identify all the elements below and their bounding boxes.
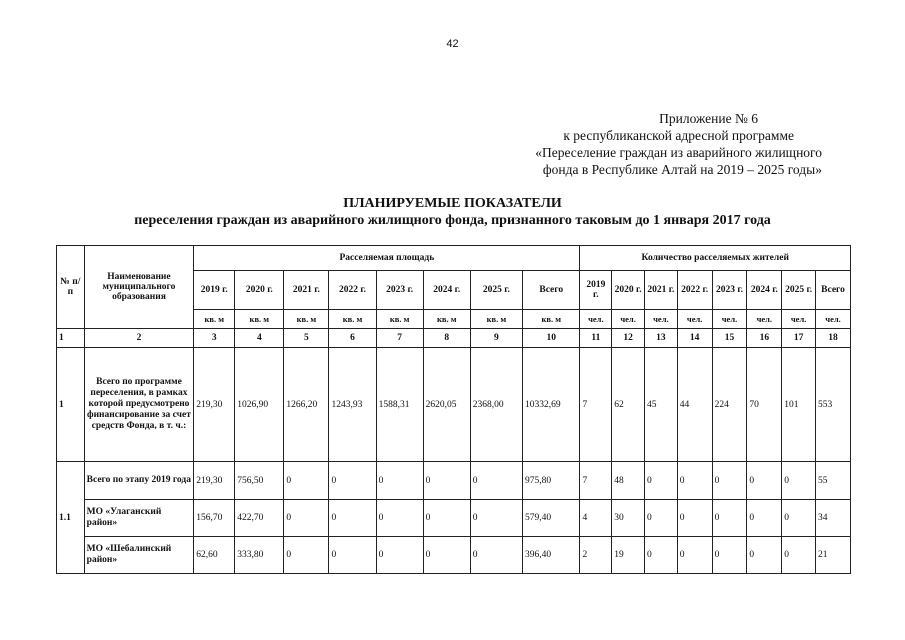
header-num: № п/п	[57, 246, 85, 329]
people-value: 224	[712, 348, 747, 462]
header-area-year: 2022 г.	[329, 271, 376, 310]
column-number: 5	[284, 329, 329, 348]
area-value: 333,80	[235, 537, 284, 574]
column-number: 14	[677, 329, 712, 348]
area-value: 1266,20	[284, 348, 329, 462]
appendix-line-3: «Переселение граждан из аварийного жилищного	[535, 145, 822, 160]
header-area-year: 2025 г.	[470, 271, 522, 310]
header-people-unit: чел.	[747, 310, 782, 329]
row-index: 1	[57, 348, 85, 462]
people-value: 0	[712, 462, 747, 500]
area-value: 62,60	[194, 537, 235, 574]
area-value: 0	[423, 462, 470, 500]
header-area-year: Всего	[523, 271, 580, 310]
header-people-unit: чел.	[816, 310, 851, 329]
people-value: 30	[612, 500, 645, 537]
people-value: 553	[816, 348, 851, 462]
column-number: 17	[782, 329, 816, 348]
area-value: 975,80	[523, 462, 580, 500]
area-value: 1243,93	[329, 348, 376, 462]
area-value: 0	[376, 537, 423, 574]
table-row	[57, 500, 851, 537]
people-value: 0	[782, 537, 816, 574]
people-value: 0	[712, 500, 747, 537]
people-value: 2	[580, 537, 612, 574]
people-value: 0	[677, 462, 712, 500]
area-value: 0	[284, 462, 329, 500]
area-value: 0	[423, 500, 470, 537]
column-number: 11	[580, 329, 612, 348]
appendix-line-2: к республиканской адресной программе	[563, 128, 794, 143]
header-people-unit: чел.	[712, 310, 747, 329]
people-value: 0	[644, 537, 677, 574]
column-number: 13	[644, 329, 677, 348]
column-number: 6	[329, 329, 376, 348]
column-number: 10	[523, 329, 580, 348]
people-value: 19	[612, 537, 645, 574]
area-value: 1026,90	[235, 348, 284, 462]
header-area-unit: кв. м	[423, 310, 470, 329]
column-number: 8	[423, 329, 470, 348]
header-area-group: Расселяемая площадь	[194, 246, 580, 271]
row-name: МО «Улаганский район»	[84, 500, 194, 537]
people-value: 62	[612, 348, 645, 462]
area-value: 0	[284, 500, 329, 537]
people-value: 4	[580, 500, 612, 537]
header-area-unit: кв. м	[194, 310, 235, 329]
row-name: Всего по программе переселения, в рамках которой предусмотрено финансирование за счет средств Фонда, в т. ч.:	[84, 348, 194, 462]
header-people-unit: чел.	[677, 310, 712, 329]
document-title	[0, 195, 905, 229]
area-value: 579,40	[523, 500, 580, 537]
area-value: 0	[376, 500, 423, 537]
area-value: 396,40	[523, 537, 580, 574]
area-value: 756,50	[235, 462, 284, 500]
area-value: 219,30	[194, 348, 235, 462]
header-name: Наименование муниципального образования	[84, 246, 194, 329]
area-value: 422,70	[235, 500, 284, 537]
area-value: 1588,31	[376, 348, 423, 462]
people-value: 34	[816, 500, 851, 537]
title-line-1: ПЛАНИРУЕМЫЕ ПОКАЗАТЕЛИ	[343, 196, 562, 211]
column-number: 18	[816, 329, 851, 348]
appendix-block	[462, 110, 822, 178]
header-people-unit: чел.	[580, 310, 612, 329]
area-value: 0	[284, 537, 329, 574]
people-value: 0	[747, 462, 782, 500]
header-area-year: 2021 г.	[284, 271, 329, 310]
column-number: 4	[235, 329, 284, 348]
page-number: 42	[446, 38, 459, 50]
appendix-line-1: Приложение № 6	[659, 111, 758, 126]
area-value: 0	[329, 537, 376, 574]
header-area-year: 2024 г.	[423, 271, 470, 310]
people-value: 45	[644, 348, 677, 462]
column-number: 1	[57, 329, 85, 348]
area-value: 0	[423, 537, 470, 574]
header-people-unit: чел.	[644, 310, 677, 329]
people-value: 0	[644, 500, 677, 537]
people-value: 44	[677, 348, 712, 462]
header-people-group: Количество расселяемых жителей	[580, 246, 851, 271]
column-number: 16	[747, 329, 782, 348]
column-number: 2	[84, 329, 194, 348]
people-value: 70	[747, 348, 782, 462]
header-people-unit: чел.	[782, 310, 816, 329]
row-name: Всего по этапу 2019 года	[84, 462, 194, 500]
people-value: 7	[580, 462, 612, 500]
people-value: 0	[644, 462, 677, 500]
people-value: 7	[580, 348, 612, 462]
header-area-unit: кв. м	[470, 310, 522, 329]
header-people-year: 2022 г.	[677, 271, 712, 310]
table-row	[57, 462, 851, 500]
area-value: 219,30	[194, 462, 235, 500]
area-value: 0	[470, 537, 522, 574]
column-number: 12	[612, 329, 645, 348]
people-value: 21	[816, 537, 851, 574]
column-number: 15	[712, 329, 747, 348]
header-area-unit: кв. м	[284, 310, 329, 329]
area-value: 2620,05	[423, 348, 470, 462]
header-area-unit: кв. м	[235, 310, 284, 329]
people-value: 0	[677, 537, 712, 574]
column-number: 7	[376, 329, 423, 348]
title-line-2: переселения граждан из аварийного жилищного фонда, признанного таковым до 1 января 2017 года	[134, 213, 771, 228]
appendix-line-4: фонда в Республике Алтай на 2019 – 2025 годы»	[542, 162, 822, 177]
indicators-table	[56, 245, 851, 574]
people-value: 48	[612, 462, 645, 500]
people-value: 0	[677, 500, 712, 537]
area-value: 0	[376, 462, 423, 500]
header-people-year: 2023 г.	[712, 271, 747, 310]
people-value: 55	[816, 462, 851, 500]
area-value: 2368,00	[470, 348, 522, 462]
area-value: 0	[329, 500, 376, 537]
table-row	[57, 348, 851, 462]
header-area-unit: кв. м	[329, 310, 376, 329]
people-value: 0	[747, 500, 782, 537]
area-value: 10332,69	[523, 348, 580, 462]
header-people-year: 2019 г.	[580, 271, 612, 310]
header-area-unit: кв. м	[376, 310, 423, 329]
people-value: 0	[712, 537, 747, 574]
column-number: 3	[194, 329, 235, 348]
header-area-year: 2023 г.	[376, 271, 423, 310]
people-value: 101	[782, 348, 816, 462]
area-value: 0	[329, 462, 376, 500]
header-people-unit: чел.	[612, 310, 645, 329]
area-value: 156,70	[194, 500, 235, 537]
people-value: 0	[747, 537, 782, 574]
area-value: 0	[470, 462, 522, 500]
people-value: 0	[782, 462, 816, 500]
people-value: 0	[782, 500, 816, 537]
header-people-year: Всего	[816, 271, 851, 310]
header-area-year: 2019 г.	[194, 271, 235, 310]
column-number: 9	[470, 329, 522, 348]
header-people-year: 2021 г.	[644, 271, 677, 310]
row-index: 1.1	[57, 462, 85, 574]
header-area-unit: кв. м	[523, 310, 580, 329]
area-value: 0	[470, 500, 522, 537]
header-people-year: 2024 г.	[747, 271, 782, 310]
table-row	[57, 537, 851, 574]
header-area-year: 2020 г.	[235, 271, 284, 310]
header-people-year: 2025 г.	[782, 271, 816, 310]
header-people-year: 2020 г.	[612, 271, 645, 310]
row-name: МО «Шебалинский район»	[84, 537, 194, 574]
